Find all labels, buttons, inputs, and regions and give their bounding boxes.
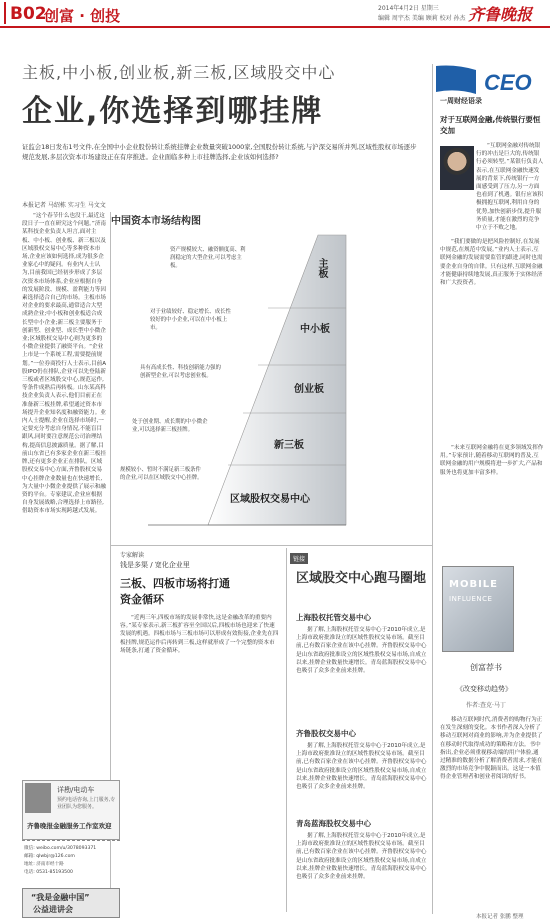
article-body-column-1: “这个春节什么也没干,最近这段日子一直在研究这个问题。”济南某科技企业负责人坦言,面对主板、中小板、创业板、新三板以及区域股权交易中心等多种资本市场,企业应该如何选择,成为很多企业家心中的疑问。有业内人士认为,目前我国已经初步形成了多层次资本市场体系,企业应根据自身的发展阶段、规模、盈利能力等因素选择适合自己的市场。主板市场对企业的要求最高,通常适合大型成熟企业;中小板和创业板适合成长型中小企业;新三板主要服务于创新型、创业型、成长型中小微企业;区域股权交易中心则为更多的小微企业提供了融资平台。“企业上市是一个系统工程,需要提前规划。”一位券商投行人士表示,目前A股IPO仍在排队,企业可以先登陆新三板或者区域股交中心,规范运作,等条件成熟后再转板。山东某高科技企业负责人表示,他们目前正在准备新三板挂牌,希望通过资本市场提升企业知名度和融资能力。业内人士提醒,企业在选择市场时,一定要充分考虑自身情况,不能盲目跟风,同时要注意规范公司治理结构,提高信息披露质量。据了解,目前山东省已有多家企业在新三板挂牌,还有更多企业正在排队。区域股权交易中心方面,齐鲁股权交易中心挂牌企业数量也在快速增长,为大量中小微企业提供了展示和融资的平台。专家建议,企业应根据自身发展战略,合理选择上市路径,借助资本市场实现跨越式发展。 [22, 213, 106, 515]
tier-desc-neeq: 处于创业期、成长期的中小微企业,可以选择新三板挂牌。 [132, 419, 208, 433]
tier-label-sme-board: 中小板 [300, 324, 330, 335]
executive-portrait [440, 146, 474, 190]
expert-kicker: 专家解读 [120, 552, 145, 559]
tier-desc-gem-board: 具有高成长性、科技创新能力强的创新型企业,可以考虑创业板。 [140, 365, 221, 379]
ad-lecture[interactable] [22, 888, 120, 918]
expert-headline: 三板、四板市场将打通资金循环 [120, 577, 230, 606]
book-recommend-title: 创富荐书 [470, 663, 502, 672]
editor-credits: 编辑 周宇杰 美编 顾莉 校对 孙杰 [378, 15, 466, 22]
article-byline: 本报记者 马绍栋 实习生 马文文 [22, 202, 106, 209]
book-author: 作者:查克·马丁 [466, 702, 506, 709]
ad-contact-line: 地址: 济南市经十路 [24, 862, 64, 867]
qilu-body: 据了解,上海股权托管交易中心于2010年成立,是上海市政府批准设立的区域性股权交易市场。截至目前,已有数百家企业在该中心挂牌。齐鲁股权交易中心是山东省政府批准设立的区域性股权交易市场,自成立以来,挂牌企业数量快速增长。青岛蓝海股权交易中心也吸引了众多企业前来挂牌。 [296, 743, 427, 791]
article-kicker: 主板,中小板,创业板,新三板,区域股交中心 [22, 63, 336, 82]
tier-desc-main-board: 资产规模较大、融资额度高、利润稳定的大型企业,可以考虑主板。 [170, 247, 246, 269]
section-head-shanghai: 上海股权托管交易中心 [296, 613, 371, 622]
tier-label-regional: 区域股权交易中心 [230, 494, 310, 505]
shanghai-body: 据了解,上海股权托管交易中心于2010年成立,是上海市政府批准设立的区域性股权交易市场。截至目前,已有数百家企业在该中心挂牌。齐鲁股权交易中心是山东省政府批准设立的区域性股权交易市场,自成立以来,挂牌企业数量快速增长。青岛蓝海股权交易中心也吸引了众多企业前来挂牌。 [296, 627, 427, 675]
page-header [0, 0, 550, 30]
section-name: 创富 · 创投 [44, 7, 121, 25]
header-accent-bar [4, 2, 6, 24]
book-name: 《改变移动趋势》 [456, 685, 512, 693]
qingdao-body: 据了解,上海股权托管交易中心于2010年成立,是上海市政府批准设立的区域性股权交易市场。截至目前,已有数百家企业在该中心挂牌。齐鲁股权交易中心是山东省政府批准设立的区域性股权交易市场,自成立以来,挂牌企业数量快速增长。青岛蓝海股权交易中心也吸引了众多企业前来挂牌。 [296, 833, 427, 881]
expert-body: “近两三年,四板市场的发展非常快,这是金融改革的重要内容。”某专家表示,新三板扩容至全国以后,四板市场也迎来了快速发展的机遇。四板市场与三板市场可以形成有效衔接,企业先在四板挂牌,规范运作后再转到三板,这样就形成了一个完整的资本市场链条,打通了资金循环。 [120, 615, 279, 654]
ad-title: 详勘/电动车 [57, 786, 95, 794]
ad-contact-line: 电话: 0531-85193500 [24, 870, 73, 875]
ad-lecture-subtitle: 公益进讲会 [33, 905, 73, 914]
section-head-qilu: 齐鲁股权交易中心 [296, 729, 356, 738]
ad-financial-studio[interactable] [22, 780, 120, 840]
header-divider [0, 26, 550, 28]
link-tag: 链接 [290, 553, 308, 564]
column-divider [286, 548, 287, 912]
right-headline: 对于互联网金融,传统银行要恒交加 [440, 115, 541, 135]
section-divider [110, 545, 432, 546]
chart-title: 中国资本市场结构图 [111, 216, 201, 227]
tier-label-main-board: 主板 [316, 258, 327, 278]
newspaper-logo: 齐鲁晚报 [468, 5, 533, 24]
regional-headline: 区域股交中心跑马圈地 [296, 571, 427, 586]
article-headline: 企业,你选择到哪挂牌 [22, 94, 324, 129]
ceo-logo [436, 64, 542, 98]
tier-desc-sme-board: 对于业绩较好、稳定增长、成长性较好的中小企业,可以在中小板上市。 [150, 309, 231, 331]
right-body-1: “互联网金融对传统银行的冲击是巨大的,传统银行必须转型。”某银行负责人表示,在互联网金融快速发展的背景下,传统银行一方面感受到了压力,另一方面也看到了机遇。银行应该积极拥抱互联网,利用自身的优势,加快创新步伐,提升服务质量,才能在激烈的竞争中立于不败之地。 [476, 143, 544, 232]
right-body-4: 移动互联网时代,消费者的购物行为正在发生深刻的变化。本书作者深入分析了移动互联网对商业的影响,并为企业提供了在移动时代取得成功的策略和方法。书中指出,企业必须重视移动端的用户体验,通过精准的数据分析了解消费者需求,才能在激烈的市场竞争中脱颖而出。这是一本值得企业管理者和创业者阅读的好书。 [440, 717, 543, 781]
ad-text: 预约电话咨询,上门服务,专业团队为您服务。 [57, 797, 116, 810]
pyramid-shape [208, 235, 346, 525]
page-credit: 本报记者 张鹏 整理 [476, 914, 524, 920]
ad-contact-line: 邮箱: qlwbjr@126.com [24, 854, 75, 859]
tier-label-gem-board: 创业板 [294, 384, 324, 395]
ad-contact-line: 微信: weibo.com/u/3078093371 [24, 846, 97, 851]
issue-date: 2014年4月2日 星期三 [378, 5, 439, 12]
column-divider [432, 64, 433, 914]
right-body-3: “未来互联网金融将在更多领域发挥作用。”专家预计,随着移动互联网的普及,互联网金融的用户规模将进一步扩大,产品和服务也将更加丰富多样。 [440, 445, 544, 476]
ad-slogan: 齐鲁晚报金融服务工作室欢迎 [27, 822, 112, 830]
tier-label-neeq: 新三板 [274, 440, 304, 451]
ad-photo [25, 783, 51, 813]
expert-subkicker: 钱是多渠 / 宽化企业里 [120, 561, 190, 569]
right-body-2: “我们要做的是把风险控制好,在发展中规范,在规范中发展。”业内人士表示,互联网金融的发展需要监管的跟进,同时也需要企业自身的自律。只有这样,互联网金融才能健康持续地发展,真正服务于实体经济和广大投资者。 [440, 239, 543, 287]
book-cover-title: MOBILE [449, 579, 498, 590]
page-number: B02 [10, 4, 47, 24]
article-lead: 证监会18日发布1号文件,在全国中小企业股份转让系统挂牌企业数量突破1000家,全国股份转让系统,与沪深交易所并列,区域性股权市场逐步规范发展,多层次资本市场建设正在有序推进。企业面临多种上市挂牌选择,企业该如何选择? [22, 143, 417, 161]
book-cover-image [442, 566, 514, 652]
ad-lecture-title: “我是金融中国” [31, 893, 90, 902]
section-head-qingdao: 青岛蓝海股权交易中心 [296, 819, 371, 828]
ceo-column-caption: 一周财经语录 [440, 97, 482, 105]
book-cover-subtitle: INFLUENCE [449, 595, 493, 603]
tier-desc-regional: 规模较小、暂时不满足新三板条件的企业,可以在区域股交中心挂牌。 [120, 467, 203, 481]
svg-text:CEO: CEO [484, 70, 532, 95]
